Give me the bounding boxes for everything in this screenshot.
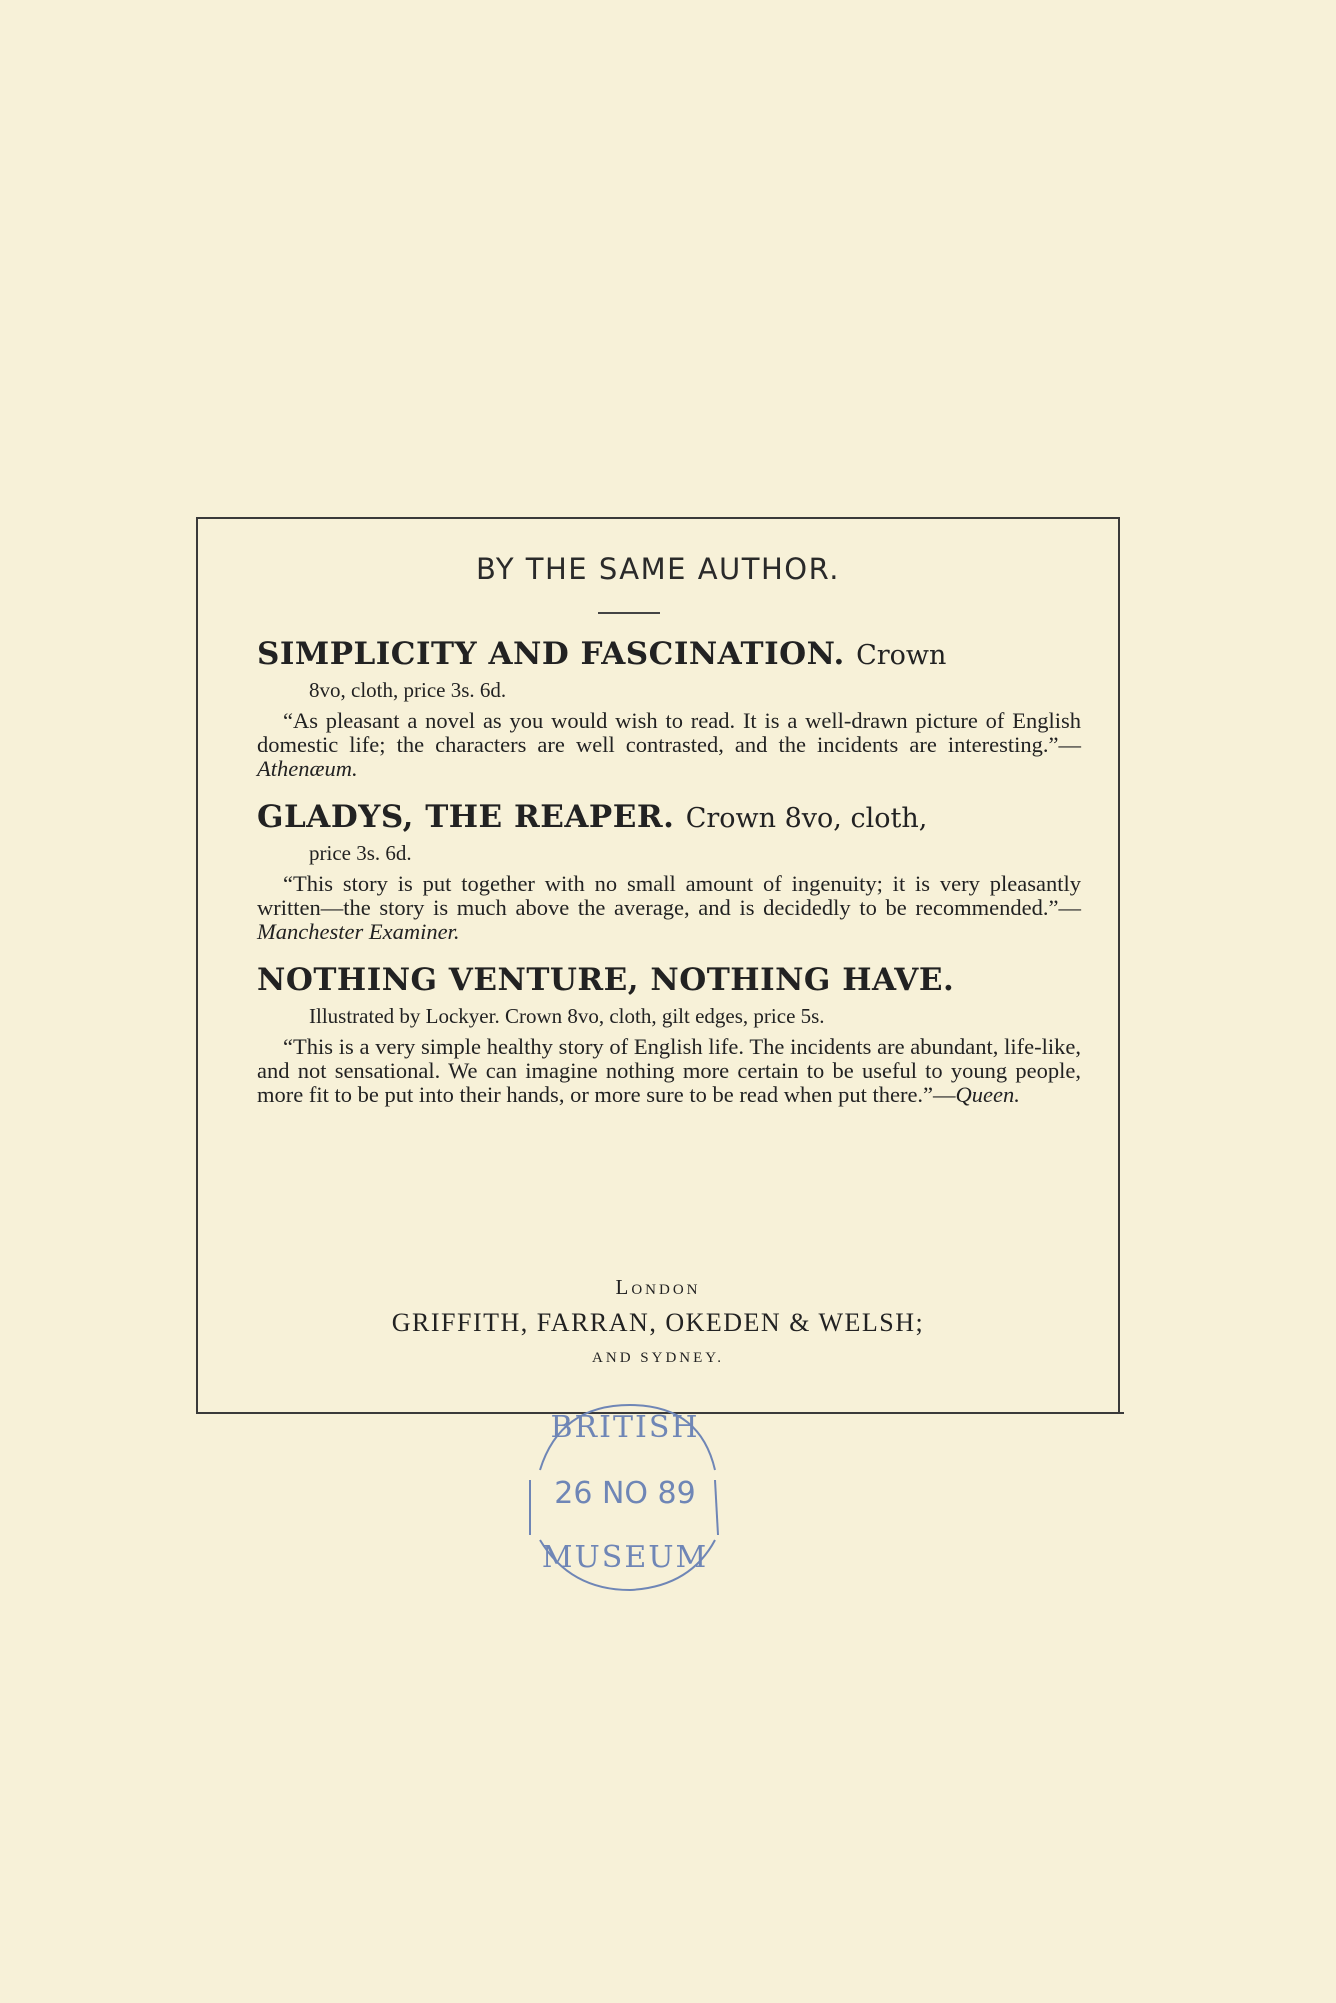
stamp-date: 26 NO 89: [554, 1476, 696, 1511]
book-title: [257, 798, 1081, 838]
review-text: “As pleasant a novel as you would wish to read. It is a well-drawn picture of English domestic life; the characters are well contrasted, and the incidents are interesting.”—: [257, 708, 1081, 757]
imprint-location: AND SYDNEY.: [592, 1350, 724, 1366]
review-text: “This story is put together with no small amount of ingenuity; it is very pleasantly written—the story is much above the average, and is decidedly to be recommended.”—: [257, 871, 1081, 920]
review-source: Queen.: [955, 1082, 1020, 1107]
book-title: [257, 961, 1081, 1001]
book-review: [257, 872, 1081, 944]
book-title-text: NOTHING VENTURE, NOTHING HAVE.: [257, 962, 955, 998]
book-format: Crown 8vo, cloth,: [685, 803, 928, 834]
book-list: [257, 635, 1081, 1124]
book-format: Crown: [856, 640, 947, 671]
book-details: price 3s. 6d.: [309, 841, 412, 865]
stamp-top-text: BRITISH: [550, 1410, 700, 1445]
book-details: 8vo, cloth, price 3s. 6d.: [309, 678, 507, 702]
book-title-text: SIMPLICITY AND FASCINATION.: [257, 636, 845, 672]
page-heading: BY THE SAME AUTHOR.: [476, 552, 840, 586]
library-stamp-icon: [500, 1395, 740, 1595]
review-source: Manchester Examiner.: [257, 919, 460, 944]
book-details: Illustrated by Lockyer. Crown 8vo, cloth, gilt edges, price 5s.: [309, 1004, 825, 1028]
book-entry-2: [257, 798, 1081, 944]
book-review: [257, 1035, 1081, 1107]
heading-divider: [598, 612, 660, 614]
book-review: [257, 709, 1081, 781]
book-entry-1: [257, 635, 1081, 781]
book-entry-3: [257, 961, 1081, 1107]
imprint-publisher: GRIFFITH, FARRAN, OKEDEN & WELSH;: [391, 1308, 925, 1337]
book-title-text: GLADYS, THE REAPER.: [257, 799, 675, 835]
review-text: “This is a very simple healthy story of English life. The incidents are abundant, life-like, and not sensational. We can imagine nothing more certain to be useful to young people, more fit to be put into their hands, or more sure to be read when put there.”—: [257, 1034, 1081, 1107]
stamp-bottom-text: MUSEUM: [541, 1540, 709, 1575]
review-source: Athenæum.: [257, 756, 358, 781]
imprint-city: London: [615, 1275, 701, 1299]
publisher-imprint: [196, 1275, 1120, 1367]
book-title: [257, 635, 1081, 675]
